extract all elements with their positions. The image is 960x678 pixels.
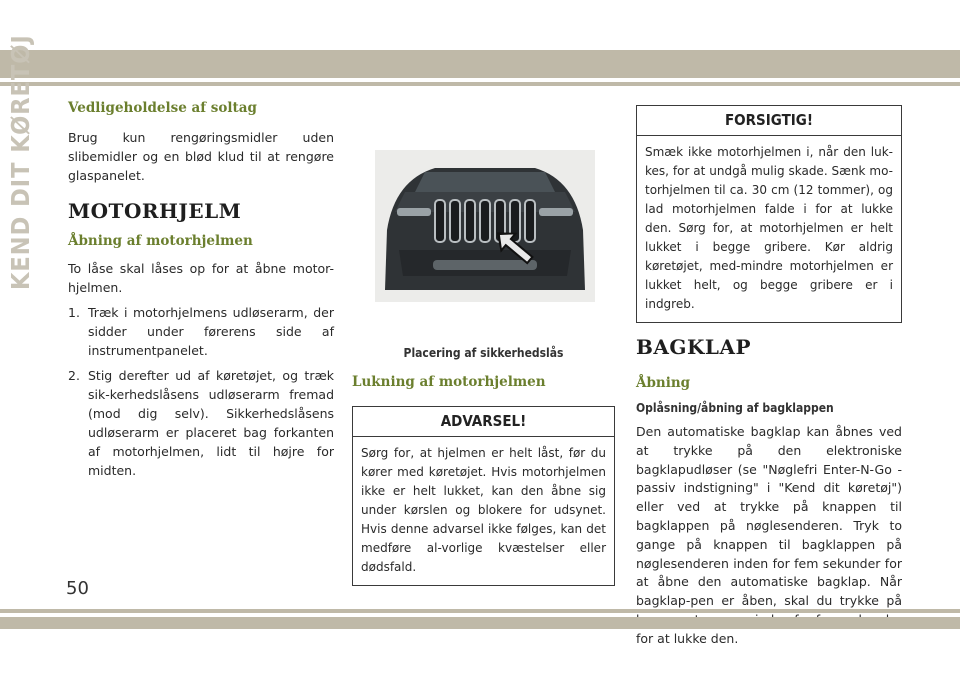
column-middle — [352, 374, 615, 586]
step-text: Træk i motorhjelmens udløserarm, der sidder under førerens side af instrumentpanelet. — [88, 305, 334, 358]
step-number: 2. — [68, 368, 80, 383]
motorhjelm-title: MOTORHJELM — [68, 199, 242, 223]
warning-box — [352, 406, 615, 586]
closing-hood-heading: Lukning af motorhjelmen — [352, 374, 546, 390]
list-item — [68, 303, 334, 360]
soltag-heading: Vedligeholdelse af soltag — [68, 100, 257, 116]
section-side-tab: KEND DIT KØRETØJ — [6, 34, 35, 290]
bagklap-title: BAGKLAP — [636, 335, 752, 359]
jeep-front-illustration — [375, 150, 595, 302]
column-left — [68, 100, 334, 480]
opening-hood-intro: To låse skal låses op for at åbne motor-hjelmen. — [68, 261, 334, 295]
top-decorative-band — [0, 50, 960, 78]
bagklap-subheading: Oplåsning/åbning af bagklappen — [636, 401, 834, 415]
caution-title: FORSIGTIG! — [637, 106, 901, 136]
opening-hood-heading: Åbning af motorhjelmen — [68, 233, 253, 249]
caution-box — [636, 105, 902, 323]
photo-caption: Placering af sikkerhedslås — [403, 346, 564, 360]
column-right — [636, 105, 902, 649]
bottom-rule — [0, 609, 960, 613]
bagklap-paragraph: Den automatiske bagklap kan åbnes ved at trykke på den elektroniske bagklapudløser (se "Nøglefri Enter-N-Go - passiv indstigning" i "Kend dit køretøj") eller ved at trykke på knappen til bagklappen på nøglesenderen. Tryk to gange på knappen til bagklappen på nøglesenderen inden for fem sekunder for at åbne den automatiske bagklap. Når bagklap-pen er åben, skal du trykke på for at lukke den. — [636, 424, 902, 646]
soltag-paragraph: Brug kun rengøringsmidler uden slibemidler og en blød klud til at rengøre glaspanelet. — [68, 130, 334, 183]
bagklap-opening-heading: Åbning — [636, 375, 691, 391]
warning-text: Sørg for, at hjelmen er helt låst, før du kører med køretøjet. Hvis motorhjelmen ikke er helt lukket, kan den åbne sig under kørslen og blokere for udsynet. Hvis denne advarsel ikke følges, kan det medføre al-vorlige kvæstelser eller dødsfald. — [361, 446, 606, 574]
list-item — [68, 366, 334, 480]
bottom-decorative-band — [0, 617, 960, 629]
opening-steps-list — [68, 303, 334, 480]
step-text: Stig derefter ud af køretøjet, og træk sik-kerhedslåsens udløserarm fremad (mod dig selv). Sikkerhedslåsens udløserarm er placeret bag forkanten af motorhjelmen, lidt til højre for midten. — [88, 368, 334, 478]
warning-title: ADVARSEL! — [353, 407, 614, 437]
page-number: 50 — [66, 578, 89, 599]
step-number: 1. — [68, 305, 80, 320]
top-rule — [0, 82, 960, 86]
hood-safety-latch-photo — [375, 150, 595, 302]
caution-text: Smæk ikke motorhjelmen i, når den luk-kes, for at undgå mulig skade. Sænk mo-torhjelmen til ca. 30 cm (12 tommer), og lad motorhjelmen falde i for at lukke den. Sørg for, at motorhjelmen er helt lukket i begge gribere. Kør aldrig køretøjet, med-mindre motorhjelmen er lukket helt, og begge gribere er i indgreb. — [645, 145, 893, 311]
